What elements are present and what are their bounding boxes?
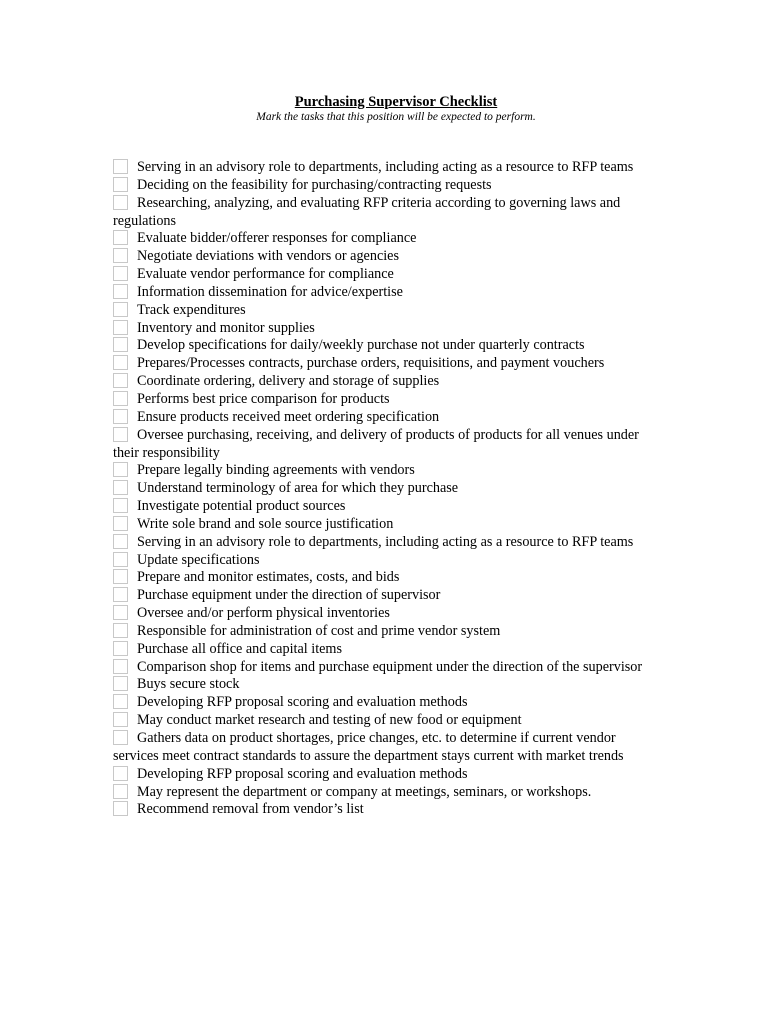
checklist-item <box>113 587 661 605</box>
checklist-item-label: Prepares/Processes contracts, purchase orders, requisitions, and payment vouchers <box>137 355 605 372</box>
checklist-item <box>113 409 661 427</box>
checklist-item <box>113 266 661 284</box>
checklist-item-label: Serving in an advisory role to departments, including acting as a resource to RFP teams <box>137 533 634 550</box>
checklist-item-label: Purchase equipment under the direction of supervisor <box>137 587 441 604</box>
checkbox[interactable] <box>113 230 128 245</box>
checklist-item <box>113 712 661 730</box>
checklist-item-label: Serving in an advisory role to departments, including acting as a resource to RFP teams <box>137 159 634 175</box>
checklist-item-label: May conduct market research and testing of new food or equipment <box>137 712 522 729</box>
checklist-item-label: Developing RFP proposal scoring and evaluation methods <box>137 694 468 711</box>
checkbox[interactable] <box>113 195 128 210</box>
checkbox[interactable] <box>113 462 128 477</box>
checklist-item <box>113 462 661 480</box>
checkbox[interactable] <box>113 712 128 727</box>
checklist-item-label: Write sole brand and sole source justification <box>137 515 394 532</box>
checklist-item <box>113 676 661 694</box>
checklist-item <box>113 284 661 302</box>
checklist-item-label: Oversee purchasing, receiving, and delivery of products of products for all venues under their responsibility <box>113 426 639 461</box>
checklist-item <box>113 427 661 463</box>
checklist-item <box>113 623 661 641</box>
checklist-item <box>113 766 661 784</box>
checklist-item-label: Purchase all office and capital items <box>137 640 342 657</box>
checklist-item <box>113 641 661 659</box>
checkbox[interactable] <box>113 676 128 691</box>
checklist-item <box>113 801 661 819</box>
checkbox[interactable] <box>113 337 128 352</box>
checkbox[interactable] <box>113 552 128 567</box>
task-checklist <box>113 159 661 819</box>
checklist-item <box>113 373 661 391</box>
checkbox[interactable] <box>113 605 128 620</box>
checkbox[interactable] <box>113 266 128 281</box>
checkbox[interactable] <box>113 284 128 299</box>
checklist-item-label: Track expenditures <box>137 301 246 318</box>
checklist-item-label: Prepare legally binding agreements with vendors <box>137 462 415 479</box>
checklist-item-label: Information dissemination for advice/expertise <box>137 283 403 300</box>
checkbox[interactable] <box>113 391 128 406</box>
checklist-item <box>113 694 661 712</box>
checkbox[interactable] <box>113 784 128 799</box>
checkbox[interactable] <box>113 355 128 370</box>
document-subtitle: Mark the tasks that this position will be expected to perform. <box>256 111 536 123</box>
checkbox[interactable] <box>113 587 128 602</box>
checkbox[interactable] <box>113 248 128 263</box>
checklist-item-label: Comparison shop for items and purchase equipment under the direction of the supervisor <box>137 658 643 675</box>
checklist-item <box>113 659 661 677</box>
checklist-item-label: Ensure products received meet ordering specification <box>137 408 440 425</box>
checkbox[interactable] <box>113 159 128 174</box>
checkbox[interactable] <box>113 480 128 495</box>
checklist-item-label: Evaluate vendor performance for compliance <box>137 266 394 283</box>
checkbox[interactable] <box>113 373 128 388</box>
checkbox[interactable] <box>113 801 128 816</box>
checklist-item <box>113 230 661 248</box>
checklist-item <box>113 730 661 766</box>
checklist-item <box>113 391 661 409</box>
checkbox[interactable] <box>113 177 128 192</box>
checklist-item <box>113 552 661 570</box>
checkbox[interactable] <box>113 409 128 424</box>
checklist-item-label: Performs best price comparison for products <box>137 390 390 407</box>
checklist-item-label: Develop specifications for daily/weekly purchase not under quarterly contracts <box>137 337 585 354</box>
checklist-item <box>113 248 661 266</box>
checkbox[interactable] <box>113 623 128 638</box>
checklist-item <box>113 516 661 534</box>
checkbox[interactable] <box>113 427 128 442</box>
checklist-item <box>113 159 661 177</box>
checkbox[interactable] <box>113 498 128 513</box>
checklist-item-label: Deciding on the feasibility for purchasing/contracting requests <box>137 176 492 193</box>
checklist-item-label: Recommend removal from vendor’s list <box>137 801 364 818</box>
checkbox[interactable] <box>113 659 128 674</box>
checklist-item <box>113 534 661 552</box>
checklist-item-label: Oversee and/or perform physical inventories <box>137 605 390 622</box>
checkbox[interactable] <box>113 516 128 531</box>
checkbox[interactable] <box>113 534 128 549</box>
checklist-item-label: May represent the department or company at meetings, seminars, or workshops. <box>137 783 592 800</box>
checklist-item <box>113 480 661 498</box>
checkbox[interactable] <box>113 730 128 745</box>
checklist-item-label: Prepare and monitor estimates, costs, and bids <box>137 569 400 586</box>
checklist-item-label: Responsible for administration of cost and prime vendor system <box>137 622 501 639</box>
checklist-item <box>113 355 661 373</box>
checklist-item-label: Buys secure stock <box>137 676 240 693</box>
checklist-item <box>113 337 661 355</box>
checklist-item <box>113 605 661 623</box>
checklist-item <box>113 195 661 231</box>
checkbox[interactable] <box>113 320 128 335</box>
checkbox[interactable] <box>113 694 128 709</box>
checklist-item <box>113 784 661 802</box>
checklist-item-label: Inventory and monitor supplies <box>137 319 315 336</box>
checklist-item-label: Update specifications <box>137 551 260 568</box>
checklist-item <box>113 177 661 195</box>
checklist-item <box>113 569 661 587</box>
checklist-item-label: Developing RFP proposal scoring and evaluation methods <box>137 765 468 782</box>
checklist-item-label: Investigate potential product sources <box>137 498 346 515</box>
checklist-item <box>113 302 661 320</box>
checkbox[interactable] <box>113 569 128 584</box>
checklist-item <box>113 498 661 516</box>
document-title: Purchasing Supervisor Checklist <box>294 94 498 110</box>
checkbox[interactable] <box>113 766 128 781</box>
checklist-item-label: Evaluate bidder/offerer responses for compliance <box>137 230 417 247</box>
checklist-item-label: Negotiate deviations with vendors or agencies <box>137 248 399 265</box>
checklist-item-label: Researching, analyzing, and evaluating RFP criteria according to governing laws and regulations <box>113 194 621 229</box>
checklist-item-label: Understand terminology of area for which they purchase <box>137 480 459 497</box>
checkbox[interactable] <box>113 302 128 317</box>
checklist-item-label: Coordinate ordering, delivery and storage of supplies <box>137 373 440 390</box>
checklist-item <box>113 320 661 338</box>
checkbox[interactable] <box>113 641 128 656</box>
checklist-item-label: Gathers data on product shortages, price changes, etc. to determine if current vendor services meet contract standards to assure the department stays current with market trends <box>113 730 624 764</box>
